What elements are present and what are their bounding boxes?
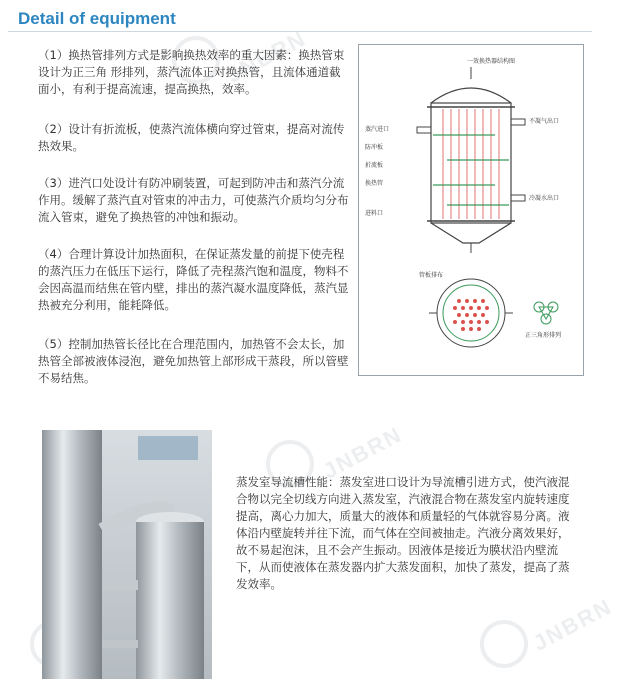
watermark-text: JNBRN: [318, 421, 407, 484]
watermark-logo: [480, 620, 528, 668]
paragraph-2: （2）设计有折流板，使蒸汽流体横向穿过管束，提高对流传热效果。: [38, 122, 345, 153]
paragraph-4: （4）合理计算设计加热面积，在保证蒸发量的前提下使壳程的蒸汽压力在低压下运行，降低了壳程蒸汽饱和温度，物料不会因高温而结焦在管内壁，排出的蒸汽凝水温度降低，蒸汽显热被充分利用，能耗降低。: [38, 247, 349, 312]
label-baffle: 折流板: [365, 162, 384, 169]
paragraph-5: （5）控制加热管长径比在合理范围内，加热管不会太长，加热管全部被液体浸泡，避免加热管上部形成干蒸段，所以管壁不易结焦。: [38, 337, 349, 385]
label-triangle: 正三角形排列: [525, 332, 562, 339]
title-divider: [8, 31, 592, 32]
label-steam-inlet: 蒸汽进口: [365, 126, 390, 133]
equipment-photo: [42, 430, 212, 679]
label-cross-section: 管板排布: [419, 272, 444, 279]
diagram-title: 一效换热器结构图: [467, 58, 516, 65]
paragraph-3: （3）进汽口处设计有防冲刷装置，可起到防冲击和蒸汽分流作用。缓解了蒸汽直对管束的冲击力，可使蒸汽介质均匀分布流入管束，避免了换热管的冲蚀和振动。: [38, 176, 349, 224]
watermark-text: JNBRN: [222, 25, 311, 88]
label-tube: 换热管: [365, 180, 384, 187]
diagram-svg: [359, 45, 583, 375]
paragraph-1: （1）换热管排列方式是影响换热效率的重大因素：换热管束设计为正三角 形排列，蒸汽流体正对换热管，且流体通道截面小，有利于提高流速，提高换热，效率。: [38, 48, 345, 96]
label-condensate: 冷凝水出口: [529, 195, 560, 202]
bottom-description: 蒸发室导流槽性能：蒸发室进口设计为导流槽引进方式，使汽液混合物以完全切线方向进入蒸发室，汽液混合物在蒸发室内旋转速度提高，离心力加大，质量大的液体和质量轻的气体就容易分离。液体沿内壁旋转并往下流，而气体在空间被抽走。汽液分离效果好，故不易起泡沫，且不会产生振动。因液体是接近为膜状沿内壁流下，从而使液体在蒸发器内扩大蒸发面积，加快了蒸发，提高了蒸发效率。: [236, 475, 570, 591]
heat-exchanger-diagram: [358, 44, 584, 376]
watermark-text: JNBRN: [528, 593, 617, 656]
equipment-photo-svg: [42, 430, 212, 679]
label-gas-outlet: 不凝气出口: [529, 118, 560, 125]
label-anti-impact: 防冲板: [365, 144, 384, 151]
label-material-in: 进料口: [365, 210, 384, 217]
page-title: Detail of equipment: [18, 9, 176, 28]
